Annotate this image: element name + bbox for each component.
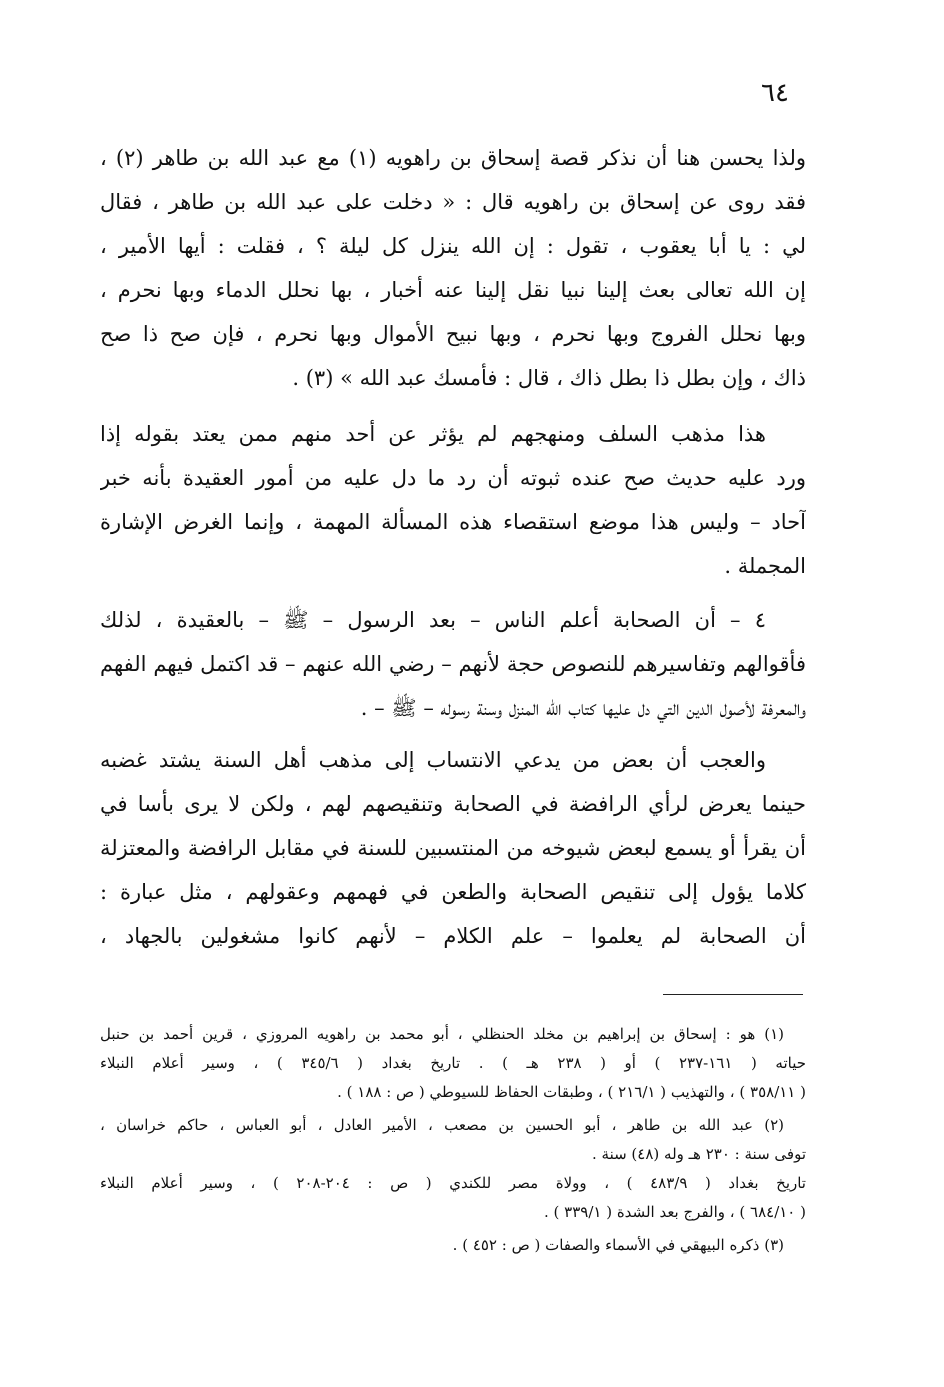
text-line: آحاد – وليس هذا موضع استقصاء هذه المسألة المهمة ، وإنما الغرض الإشارة <box>100 510 806 534</box>
text-line: والمعرفة لأصول الدين التي دل عليها كتاب الله المنزل وسنة رسوله – ﷺ – . <box>360 696 806 720</box>
footnote-line: (٢) عبد الله بن طاهر ، أبو الحسين بن مصعب ، الأمير العادل ، أبو العباس ، حاكم خراسان ، <box>100 1116 784 1134</box>
paragraph-salaf-method <box>100 412 806 588</box>
footnote-divider <box>663 994 803 995</box>
paragraph-point-four <box>100 598 806 730</box>
text-line: وبها نحلل الفروج وبها نحرم ، وبها نبيح الأموال وبها نحرم ، فإن صح ذا صح <box>100 322 806 346</box>
text-line: كلاما يؤول إلى تنقيص الصحابة والطعن في فهمهم وعقولهم ، مثل عبارة : <box>100 880 806 904</box>
footnote-line: ( ٦٨٤/١٠ ) ، والفرج بعد الشدة ( ٣٣٩/١ ) . <box>544 1203 806 1221</box>
text-line: إن الله تعالى بعث إلينا نبيا نقل إلينا عنه أخبار ، بها نحلل الدماء وبها نحرم ، <box>100 278 806 302</box>
text-line: حينما يعرض لرأي الرافضة في الصحابة وتنقيصهم لهم ، ولكن لا يرى بأسا في <box>100 792 806 816</box>
text-line: ورد عليه حديث صح عنده ثبوته أن رد ما دل عليه من أمور العقيدة بأنه خبر <box>100 466 806 490</box>
footnote-line: ( ٣٥٨/١١ ) ، والتهذيب ( ٢١٦/١ ) ، وطبقات الحفاظ للسيوطي ( ص : ١٨٨ ) . <box>337 1083 806 1101</box>
text-line: فأقوالهم وتفاسيرهم للنصوص حجة لأنهم – رضي الله عنهم – قد اكتمل فيهم الفهم <box>100 652 806 676</box>
footnote-line: تاريخ بغداد ( ٤٨٣/٩ ) ، وولاة مصر للكندي ( ص : ٢٠٤-٢٠٨ ) ، وسير أعلام النبلاء <box>100 1174 806 1192</box>
footnotes <box>100 1020 806 1260</box>
footnote-line: (٣) ذكره البيهقي في الأسماء والصفات ( ص : ٤٥٢ ) . <box>452 1236 784 1254</box>
paragraph-ibn-rahawayh-story <box>100 136 806 400</box>
page-number: ٦٤ <box>761 78 789 108</box>
footnote-line: حياته ( ١٦١-٢٣٧ ) أو ( ٢٣٨ هـ ) . تاريخ بغداد ( ٣٤٥/٦ ) ، وسير أعلام النبلاء <box>100 1054 806 1072</box>
paragraph-wonder <box>100 738 806 958</box>
text-line: فقد روى عن إسحاق بن راهويه قال : « دخلت على عبد الله بن طاهر ، فقال <box>100 190 806 214</box>
text-line: لي : يا أبا يعقوب ، تقول : إن الله ينزل كل ليلة ؟ ، فقلت : أيها الأمير ، <box>100 234 806 258</box>
text-line: ذاك ، وإن بطل ذا بطل ذاك ، قال : فأمسك عبد الله » (٣) . <box>292 366 806 390</box>
footnote-line: (١) هو : إسحاق بن إبراهيم بن مخلد الحنظلي ، أبو محمد بن راهويه المروزي ، قرين أحمد بن حنبل <box>100 1025 784 1043</box>
text-line: أن الصحابة لم يعلموا – علم الكلام – لأنهم كانوا مشغولين بالجهاد ، <box>100 924 806 948</box>
text-line: ٤ – أن الصحابة أعلم الناس – بعد الرسول – ﷺ – بالعقيدة ، لذلك <box>100 608 766 632</box>
text-line: هذا مذهب السلف ومنهجهم لم يؤثر عن أحد منهم ممن يعتد بقوله إذا <box>100 422 766 446</box>
text-line: أن يقرأ أو يسمع لبعض شيوخه من المنتسبين للسنة في مقابل الرافضة والمعتزلة <box>100 836 806 860</box>
text-line: المجملة . <box>724 554 806 578</box>
footnote-line: توفى سنة : ٢٣٠ هـ وله (٤٨) سنة . <box>591 1145 806 1163</box>
text-line: ولذا يحسن هنا أن نذكر قصة إسحاق بن راهويه (١) مع عبد الله بن طاهر (٢) ، <box>100 146 806 170</box>
text-line: والعجب أن بعض من يدعي الانتساب إلى مذهب أهل السنة يشتد غضبه <box>100 748 766 772</box>
